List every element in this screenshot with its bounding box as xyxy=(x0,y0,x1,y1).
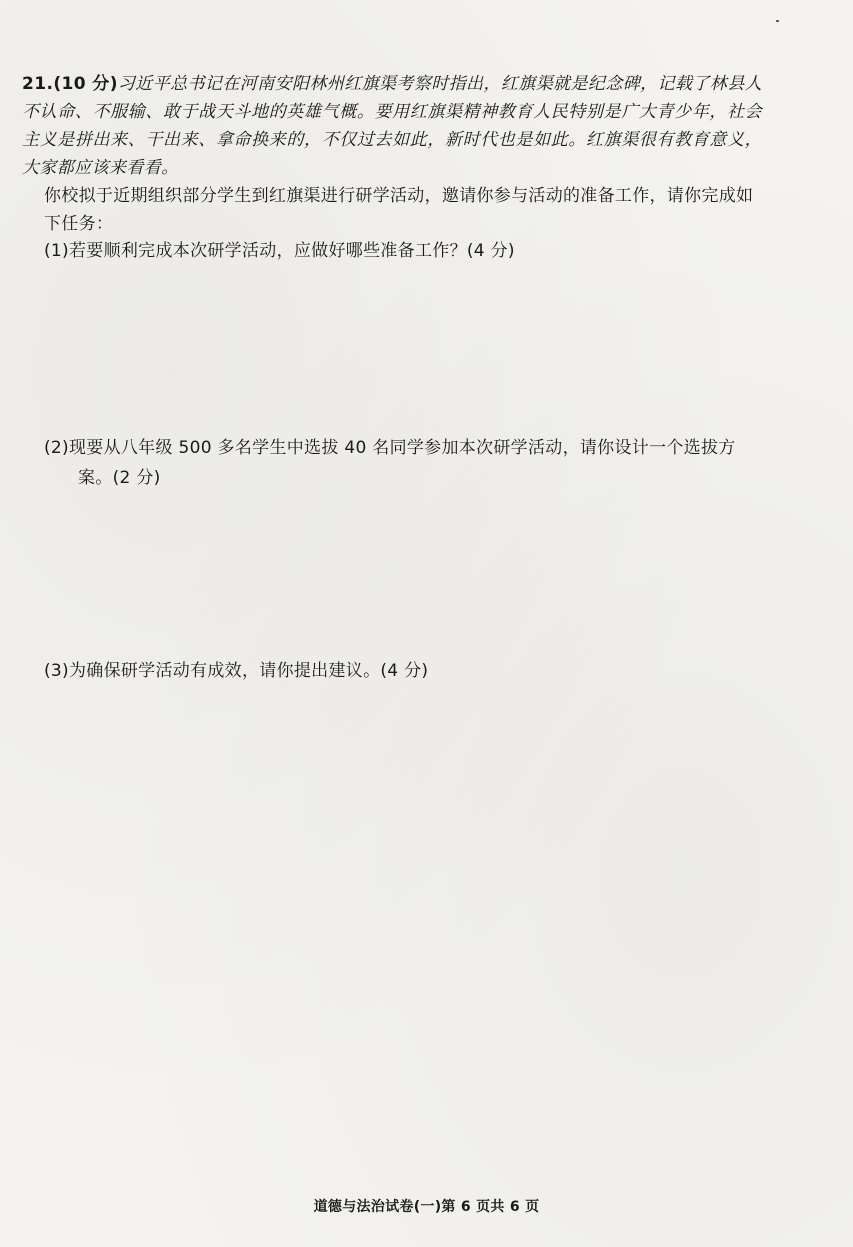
question-points: (10 分) xyxy=(53,74,118,94)
sub-question-3-text: (3)为确保研学活动有成效，请你提出建议。(4 分) xyxy=(44,661,429,681)
task-intro: 你校拟于近期组织部分学生到红旗渠进行研学活动，邀请你参与活动的准备工作，请你完成如下任务： xyxy=(44,186,754,234)
sub-question-3 xyxy=(44,656,754,686)
sub-question-1-text: (1)若要顺利完成本次研学活动，应做好哪些准备工作？(4 分) xyxy=(44,241,515,261)
page-footer: 道德与法治试卷(一)第 6 页共 6 页 xyxy=(313,1199,540,1215)
question-stem xyxy=(22,70,762,182)
question-quote: 习近平总书记在河南安阳林州红旗渠考察时指出，红旗渠就是纪念碑，记载了林县人不认命、不服输、敢于战天斗地的英雄气概。要用红旗渠精神教育人民特别是广大青少年，社会主义是拼出来、干出来、拿命换来的，不仅过去如此，新时代也是如此。红旗渠很有教育意义，大家都应该来看看。 xyxy=(22,74,762,178)
question-21 xyxy=(22,70,762,238)
sub-question-2 xyxy=(44,433,754,493)
question-number: 21. xyxy=(22,74,54,94)
sub-question-2-text: (2)现要从八年级 500 多名学生中选拔 40 名同学参加本次研学活动，请你设计一个选拔方案。(2 分) xyxy=(44,438,736,488)
sub-question-1 xyxy=(44,236,754,266)
scan-speck xyxy=(776,20,779,22)
